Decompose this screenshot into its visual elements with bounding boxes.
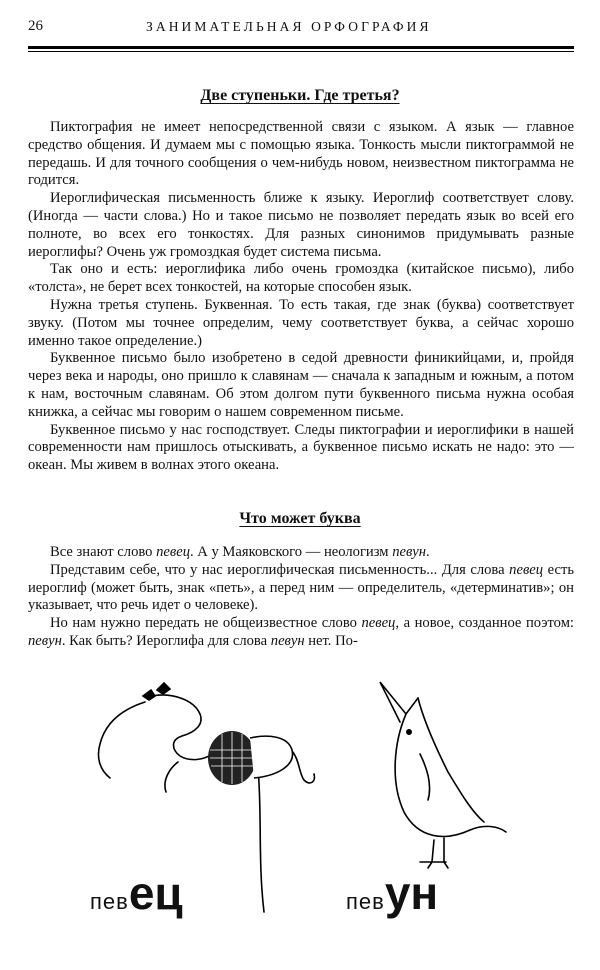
caption-ending: ун bbox=[384, 867, 439, 919]
paragraph: Так оно и есть: иероглифика либо очень громоздка (китайское письмо), либо «толста», не берет всех тонкостей, на которые способен язык. bbox=[28, 261, 574, 296]
paragraph: Иероглифическая письменность ближе к языку. Иероглиф соответствует слову. (Иногда — части слова.) Но и такое письмо не позволяет передать язык во всей его полноте, во всех его тонкостях. Для разных синонимов придумывать разные иероглифы? Очень уж громоздкая будет система письма. bbox=[28, 190, 574, 260]
hair-tuft bbox=[157, 683, 170, 694]
header-rule-thin bbox=[28, 51, 574, 52]
paragraph: Нужна третья ступень. Буквенная. То есть такая, где знак (буква) соответствует звуку. (Потом мы точнее определим, чему соответствует буква, а сейчас хорошо именно такое определение.) bbox=[28, 296, 574, 349]
caption-stem: пев bbox=[90, 889, 129, 914]
emphasized-word: певун bbox=[28, 632, 62, 649]
section-title-2-text: Что может буква bbox=[239, 510, 361, 527]
emphasized-word: певун bbox=[270, 632, 305, 649]
paragraph: Но нам нужно передать не общеизвестное слово певец, а новое, созданное поэтом: певун. Как быть? Иероглифа для слова певун нет. По- bbox=[28, 615, 574, 649]
paragraph: Все знают слово певец. А у Маяковского — неологизм певун. bbox=[50, 544, 430, 560]
paragraph: Буквенное письмо было изобретено в седой древности финикийцами, и, пройдя через века и народы, оно пришло к славянам — сначала к западным и южным, а потом к нам, восточным славянам. Об этом долгом пути буквенного письма нужна особая книжка, а сейчас мы говорим о нашем современном письме. bbox=[28, 350, 574, 420]
emphasized-word: певец bbox=[156, 544, 190, 560]
caption-pevun bbox=[346, 866, 438, 920]
caption-pevets bbox=[90, 866, 183, 920]
paragraph: Представим себе, что у нас иероглифическая письменность... Для слова певец есть иероглиф (может быть, знак «петь», а перед ним — определитель, «детерминатив»; он указывает, что речь идет о человеке). bbox=[28, 561, 574, 614]
bird-back bbox=[418, 698, 484, 822]
mic-body bbox=[250, 736, 293, 778]
chin-line bbox=[165, 762, 178, 792]
bird-legs bbox=[432, 838, 444, 862]
emphasized-word: певун bbox=[392, 544, 427, 560]
section-title-1-text: Две ступеньки. Где третья? bbox=[200, 87, 400, 104]
section-title-1 bbox=[0, 87, 600, 105]
emphasized-word: певец, bbox=[361, 615, 400, 632]
emphasized-word: певец bbox=[509, 561, 544, 578]
bird-wing bbox=[420, 754, 430, 800]
paragraph: Пиктография не имеет непосредственной связи с языком. А язык — главное средство общения. И думаем мы с помощью языка. Тонкость мысли пиктограммой не передашь. И для точного сообщения о чем-нибудь новом, неизвестном пиктограмма не годится. bbox=[28, 119, 574, 189]
head-outline bbox=[98, 702, 145, 778]
header-rule-thick bbox=[28, 46, 574, 49]
caption-stem: пев bbox=[346, 889, 385, 914]
microphone bbox=[208, 731, 293, 785]
running-title: ЗАНИМАТЕЛЬНАЯ ОРФОГРАФИЯ bbox=[146, 19, 432, 34]
section-1-body bbox=[28, 119, 574, 475]
section-title-2 bbox=[0, 510, 600, 528]
caption-ending: ец bbox=[128, 867, 183, 919]
bird-eye bbox=[407, 730, 411, 734]
section-2-body bbox=[28, 544, 574, 651]
face-outline bbox=[152, 695, 212, 760]
mic-stand bbox=[258, 768, 264, 912]
bird-beak bbox=[380, 682, 418, 722]
page-number: 26 bbox=[28, 18, 43, 34]
illustration bbox=[0, 662, 600, 965]
paragraph: Буквенное письмо у нас господствует. Следы пиктографии и иероглифики в нашей современности нам пришлось отыскивать, а буквенное письмо искать не надо: это — океан. Мы живем в волнах этого океана. bbox=[28, 421, 574, 474]
page-header bbox=[28, 18, 576, 38]
bird-figure bbox=[380, 682, 506, 868]
